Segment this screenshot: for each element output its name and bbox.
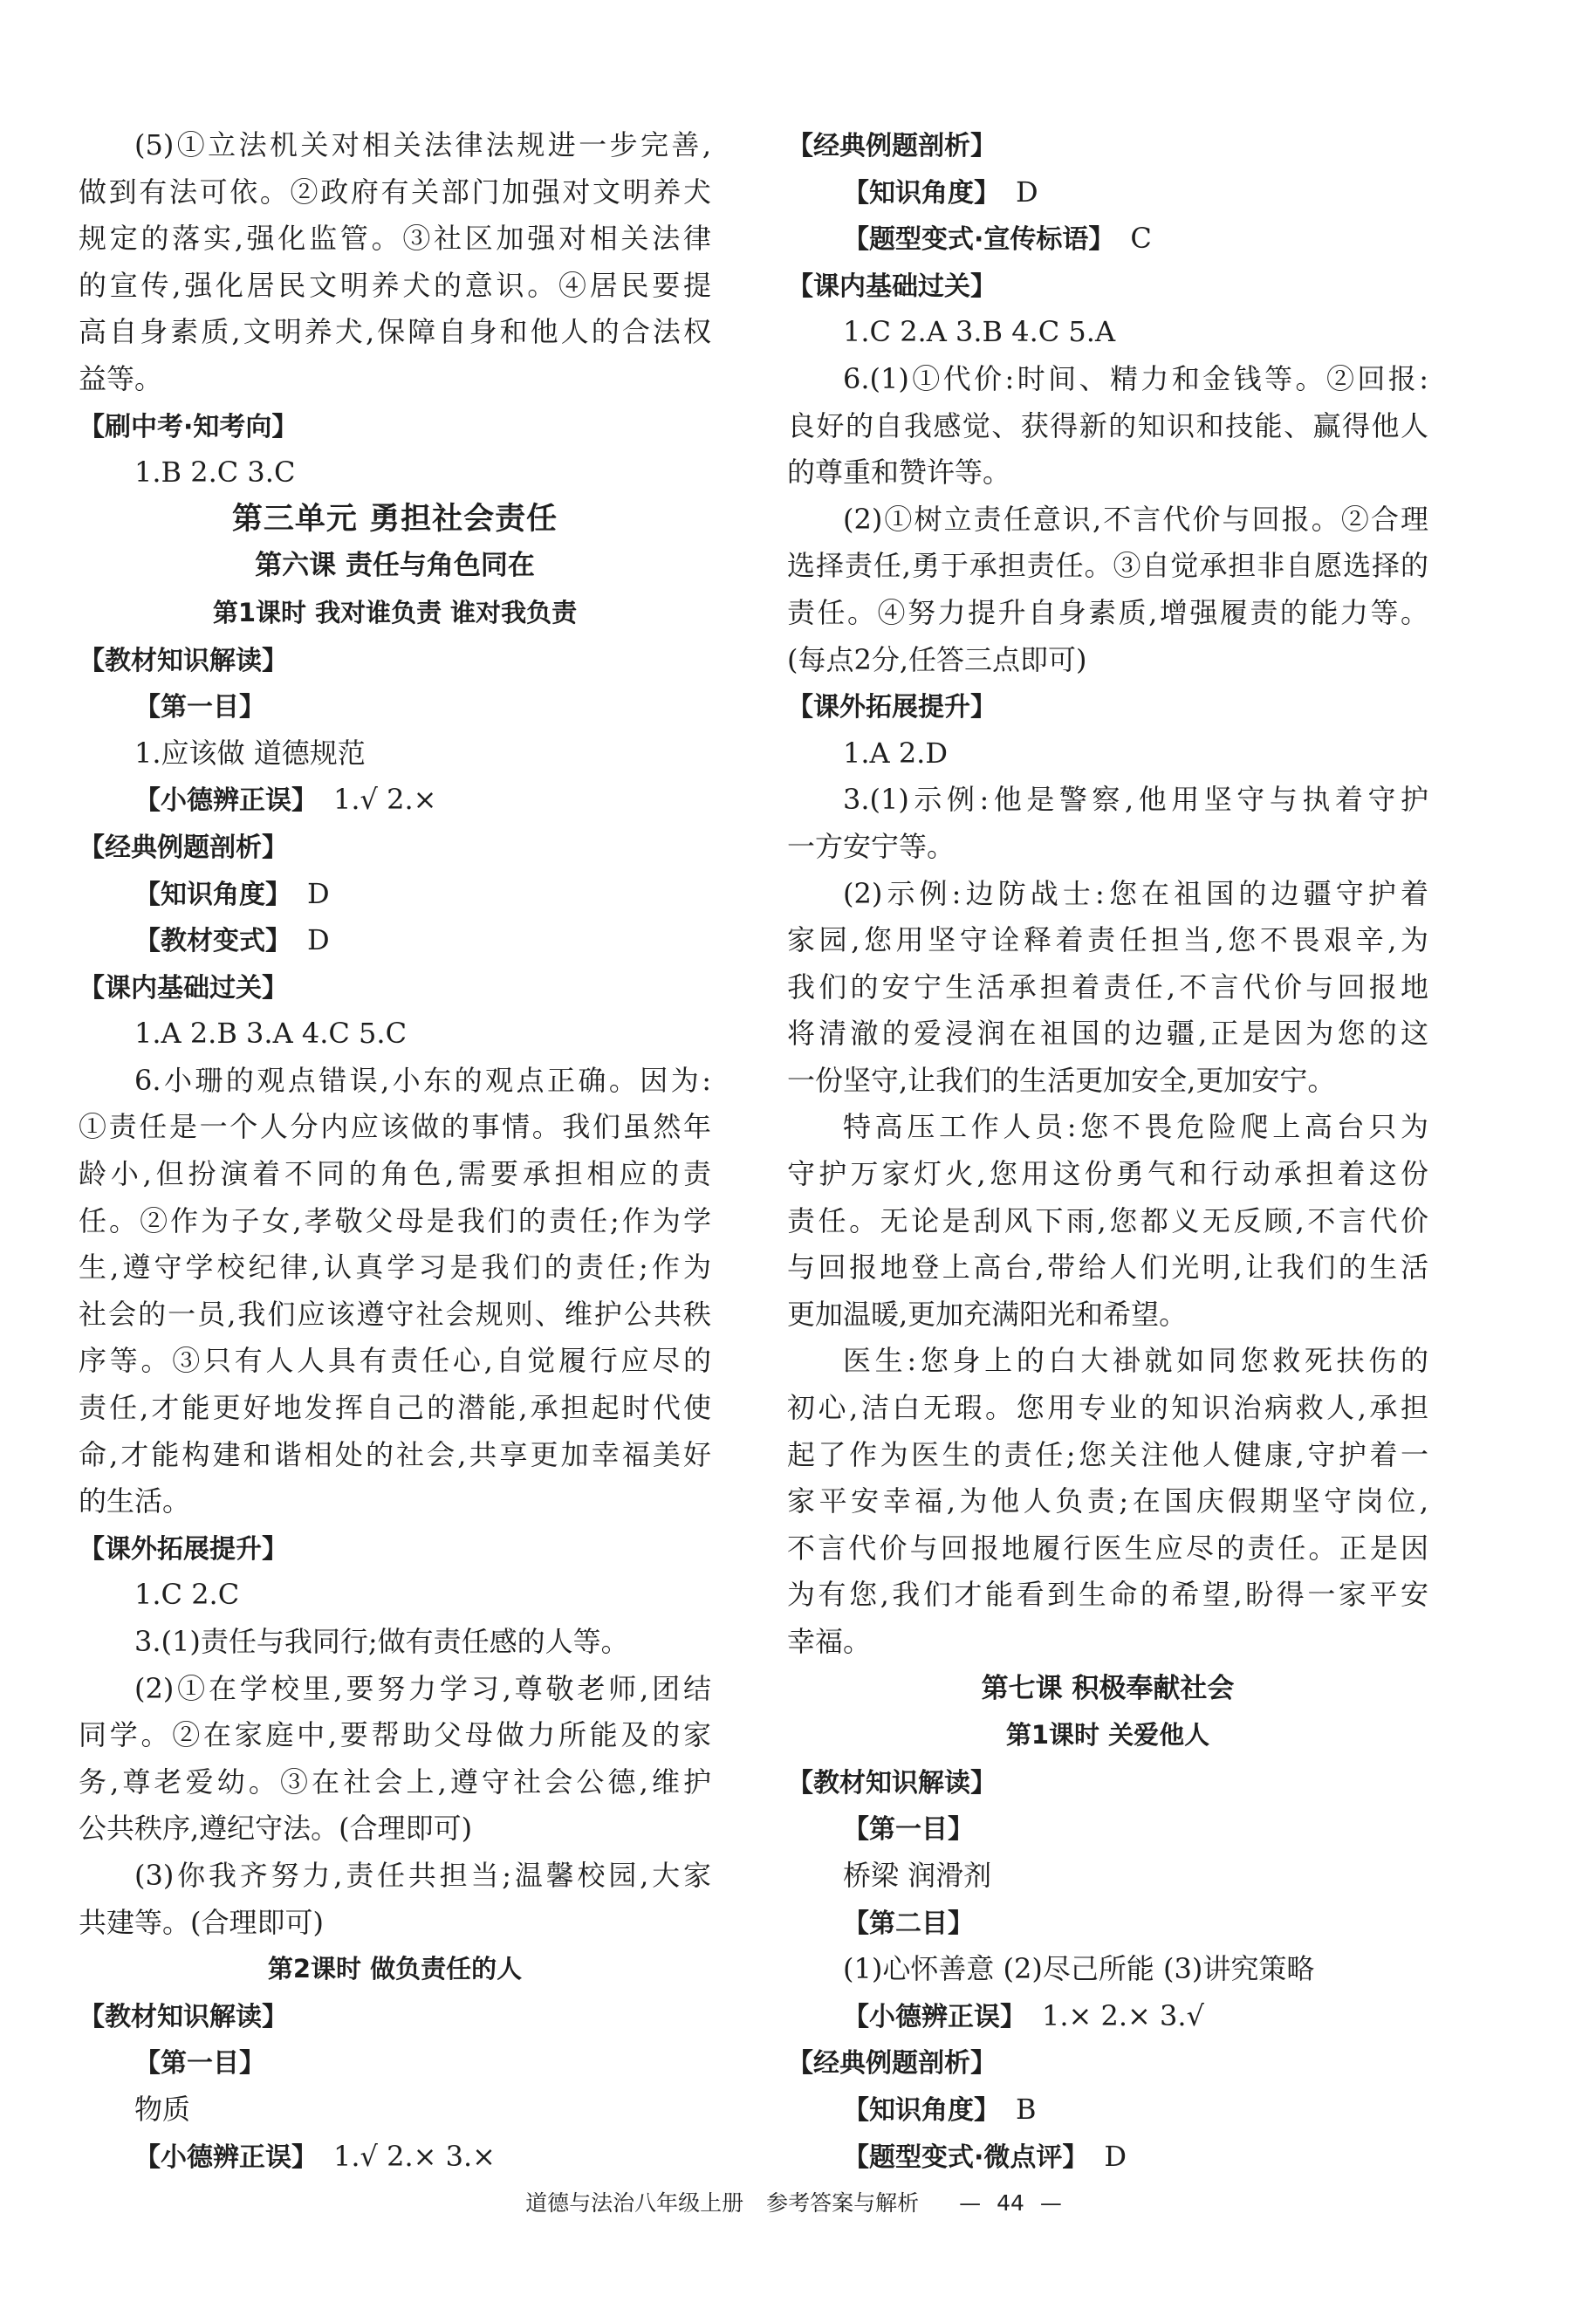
tagged-answer bbox=[787, 1993, 1428, 2040]
answer-value: C bbox=[1130, 222, 1152, 256]
tagged-answer bbox=[787, 2134, 1428, 2181]
footer-dash-right: — bbox=[1039, 2190, 1062, 2216]
section-heading bbox=[79, 683, 711, 730]
tagged-answer bbox=[787, 216, 1428, 263]
page-number: 44 bbox=[997, 2190, 1024, 2216]
answer-value: B bbox=[1016, 2092, 1037, 2126]
section-tag: 【经典例题剖析】 bbox=[787, 131, 997, 161]
period-title: 第2课时 做负责任的人 bbox=[267, 1954, 523, 1984]
text-line: 家园,您用坚守诠释着责任担当,您不畏艰辛,为 bbox=[787, 923, 1428, 957]
period-title: 第1课时 关爱他人 bbox=[1005, 1720, 1210, 1751]
text-line: 为有您,我们才能看到生命的希望,盼得一家平安 bbox=[787, 1578, 1428, 1612]
footer-book-title: 道德与法治八年级上册 bbox=[525, 2190, 744, 2216]
text-line: 一份坚守,让我们的生活更加安全,更加安宁。 bbox=[787, 1063, 1336, 1097]
text-line: 桥梁 润滑剂 bbox=[843, 1858, 992, 1892]
text-line: 守护万家灯火,您用这份勇气和行动承担着这份 bbox=[787, 1157, 1428, 1191]
text-line: 良好的自我感觉、获得新的知识和技能、赢得他人 bbox=[787, 408, 1428, 442]
text-line: 将清澈的爱浸润在祖国的边疆,正是因为您的这 bbox=[787, 1017, 1428, 1051]
text-line: 的尊重和赞许等。 bbox=[787, 456, 1011, 490]
section-tag: 【课内基础过关】 bbox=[79, 972, 288, 1004]
text-line: 选择责任,勇于承担责任。③自觉承担非自愿选择的 bbox=[787, 549, 1428, 583]
answer-tag: 【教材变式】 bbox=[134, 926, 291, 957]
text-line: 务,尊老爱幼。③在社会上,遵守社会公德,维护 bbox=[79, 1764, 711, 1799]
answer-value: D bbox=[307, 876, 330, 910]
section-tag: 【教材知识解读】 bbox=[787, 1767, 997, 1799]
text-line: (每点2分,任答三点即可) bbox=[787, 642, 1087, 676]
answer-value: D bbox=[1104, 2139, 1127, 2173]
text-line: 公共秩序,遵纪守法。(合理即可) bbox=[79, 1812, 473, 1846]
section-tag: 【课内基础过关】 bbox=[787, 271, 997, 302]
text-line: 社会的一员,我们应该遵守社会规则、维护公共秩 bbox=[79, 1297, 711, 1331]
tagged-answer bbox=[79, 917, 711, 964]
lesson-title: 第七课 积极奉献社会 bbox=[981, 1672, 1235, 1704]
text-line: 1.应该做 道德规范 bbox=[134, 736, 366, 770]
answer-value: 1.√ 2.× 3.× bbox=[333, 2139, 496, 2173]
answer-value: D bbox=[1016, 175, 1038, 209]
answer-value: D bbox=[307, 923, 330, 957]
section-tag: 【课外拓展提升】 bbox=[79, 1533, 288, 1565]
text-line: 同学。②在家庭中,要帮助父母做力所能及的家 bbox=[79, 1718, 711, 1752]
text-line: (2)示例:边防战士:您在祖国的边疆守护着 bbox=[843, 876, 1428, 910]
text-line: 幸福。 bbox=[787, 1625, 872, 1658]
section-tag: 【教材知识解读】 bbox=[79, 2001, 288, 2032]
text-line: 1.B 2.C 3.C bbox=[134, 456, 296, 490]
text-line: (2)①在学校里,要努力学习,尊敬老师,团结 bbox=[134, 1671, 711, 1705]
text-line: 的宣传,强化居民文明养犬的意识。④居民要提 bbox=[79, 268, 711, 302]
text-line: 命,才能构建和谐相处的社会,共享更加幸福美好 bbox=[79, 1437, 711, 1471]
section-heading bbox=[787, 1759, 1428, 1806]
tagged-answer bbox=[787, 2086, 1428, 2134]
text-line: 高自身素质,文明养犬,保障自身和他人的合法权 bbox=[79, 315, 711, 349]
footer-dash-left: — bbox=[959, 2190, 982, 2216]
section-tag: 【教材知识解读】 bbox=[79, 645, 288, 676]
text-line: (5)①立法机关对相关法律法规进一步完善, bbox=[134, 128, 711, 161]
section-tag: 【刷中考·知考向】 bbox=[79, 411, 298, 442]
text-line: 起了作为医生的责任;您关注他人健康,守护着一 bbox=[787, 1437, 1428, 1471]
section-tag: 【经典例题剖析】 bbox=[787, 2048, 997, 2080]
text-line: 家平安幸福,为他人负责;在国庆假期坚守岗位, bbox=[787, 1484, 1428, 1518]
section-heading bbox=[787, 2039, 1428, 2086]
text-line: 一方安宁等。 bbox=[787, 829, 956, 863]
section-heading bbox=[79, 964, 711, 1011]
tagged-answer bbox=[787, 169, 1428, 216]
text-line: 物质 bbox=[134, 2092, 191, 2126]
section-heading bbox=[787, 683, 1428, 730]
section-tag: 【经典例题剖析】 bbox=[79, 832, 288, 863]
section-heading bbox=[79, 403, 711, 450]
text-line: 1.C 2.C bbox=[134, 1578, 240, 1612]
section-heading bbox=[787, 263, 1428, 310]
text-line: 我们的安宁生活承担着责任,不言代价与回报地 bbox=[787, 970, 1428, 1004]
answer-tag: 【题型变式·微点评】 bbox=[843, 2141, 1089, 2173]
text-line: 1.C 2.A 3.B 4.C 5.A bbox=[843, 315, 1116, 349]
text-line: 3.(1)责任与我同行;做有责任感的人等。 bbox=[134, 1625, 629, 1658]
text-line: 生,遵守学校纪律,认真学习是我们的责任;作为 bbox=[79, 1251, 711, 1285]
section-tag: 【课外拓展提升】 bbox=[787, 692, 997, 723]
left-column bbox=[79, 122, 711, 2180]
unit-title: 第三单元 勇担社会责任 bbox=[231, 501, 558, 537]
text-line: 序等。③只有人人具有责任心,自觉履行应尽的 bbox=[79, 1344, 711, 1378]
text-line: 6.(1)①代价:时间、精力和金钱等。②回报: bbox=[843, 361, 1428, 395]
page-footer bbox=[0, 2186, 1596, 2217]
section-tag: 【第一目】 bbox=[134, 2048, 265, 2080]
section-heading bbox=[79, 637, 711, 684]
text-line: 做到有法可依。②政府有关部门加强对文明养犬 bbox=[79, 175, 711, 209]
answer-tag: 【知识角度】 bbox=[843, 177, 1000, 209]
tagged-answer bbox=[79, 2134, 711, 2181]
section-tag: 【第一目】 bbox=[134, 692, 265, 723]
text-line: (2)①树立责任意识,不言代价与回报。②合理 bbox=[843, 502, 1428, 536]
tagged-answer bbox=[79, 777, 711, 824]
answer-tag: 【知识角度】 bbox=[134, 879, 291, 910]
section-tag: 【第一目】 bbox=[843, 1814, 974, 1846]
tagged-answer bbox=[79, 871, 711, 918]
text-line: 1.A 2.D bbox=[843, 736, 948, 770]
section-heading bbox=[79, 1993, 711, 2040]
answer-value: 1.√ 2.× bbox=[333, 783, 437, 817]
text-line: 特高压工作人员:您不畏危险爬上高台只为 bbox=[843, 1110, 1428, 1144]
answer-tag: 【小德辨正误】 bbox=[843, 2001, 1026, 2032]
text-line: 1.A 2.B 3.A 4.C 5.C bbox=[134, 1017, 408, 1051]
text-line: 3.(1)示例:他是警察,他用坚守与执着守护 bbox=[843, 783, 1428, 817]
text-line: 责任。④努力提升自身素质,增强履责的能力等。 bbox=[787, 595, 1428, 629]
answer-tag: 【题型变式·宣传标语】 bbox=[843, 224, 1115, 256]
answer-tag: 【小德辨正误】 bbox=[134, 2141, 318, 2173]
lesson-title: 第六课 责任与角色同在 bbox=[255, 550, 535, 582]
section-heading bbox=[79, 1525, 711, 1573]
text-line: 共建等。(合理即可) bbox=[79, 1905, 324, 1939]
text-line: ①责任是一个人分内应该做的事情。我们虽然年 bbox=[79, 1110, 711, 1144]
text-line: 益等。 bbox=[79, 361, 163, 395]
period-title: 第1课时 我对谁负责 谁对我负责 bbox=[212, 597, 578, 627]
answer-tag: 【知识角度】 bbox=[843, 2094, 1000, 2126]
text-line: 责任,才能更好地发挥自己的潜能,承担起时代使 bbox=[79, 1391, 711, 1425]
text-line: 龄小,但扮演着不同的角色,需要承担相应的责 bbox=[79, 1157, 711, 1191]
text-line: 规定的落实,强化监管。③社区加强对相关法律 bbox=[79, 222, 711, 256]
text-line: 不言代价与回报地履行医生应尽的责任。正是因 bbox=[787, 1531, 1428, 1565]
section-heading bbox=[79, 824, 711, 871]
section-heading bbox=[79, 2039, 711, 2086]
answer-value: 1.× 2.× 3.√ bbox=[1042, 1998, 1204, 2032]
section-heading bbox=[787, 1900, 1428, 1947]
section-heading bbox=[787, 122, 1428, 169]
text-line: 初心,洁白无瑕。您用专业的知识治病救人,承担 bbox=[787, 1391, 1428, 1425]
text-line: 与回报地登上高台,带给人们光明,让我们的生活 bbox=[787, 1251, 1428, 1285]
answer-tag: 【小德辨正误】 bbox=[134, 785, 318, 817]
text-line: 任。②作为子女,孝敬父母是我们的责任;作为学 bbox=[79, 1203, 711, 1237]
text-line: 6.小珊的观点错误,小东的观点正确。因为: bbox=[134, 1063, 711, 1097]
text-line: 责任。无论是刮风下雨,您都义无反顾,不言代价 bbox=[787, 1203, 1428, 1237]
footer-section: 参考答案与解析 bbox=[766, 2190, 920, 2216]
text-line: 医生:您身上的白大褂就如同您救死扶伤的 bbox=[843, 1344, 1428, 1378]
section-heading bbox=[787, 1806, 1428, 1853]
text-line: (3)你我齐努力,责任共担当;温馨校园,大家 bbox=[134, 1858, 711, 1892]
text-line: 更加温暖,更加充满阳光和希望。 bbox=[787, 1297, 1188, 1331]
text-line: (1)心怀善意 (2)尽己所能 (3)讲究策略 bbox=[843, 1952, 1315, 1986]
right-column bbox=[787, 122, 1428, 2180]
section-tag: 【第二目】 bbox=[843, 1908, 974, 1939]
text-line: 的生活。 bbox=[79, 1484, 191, 1518]
